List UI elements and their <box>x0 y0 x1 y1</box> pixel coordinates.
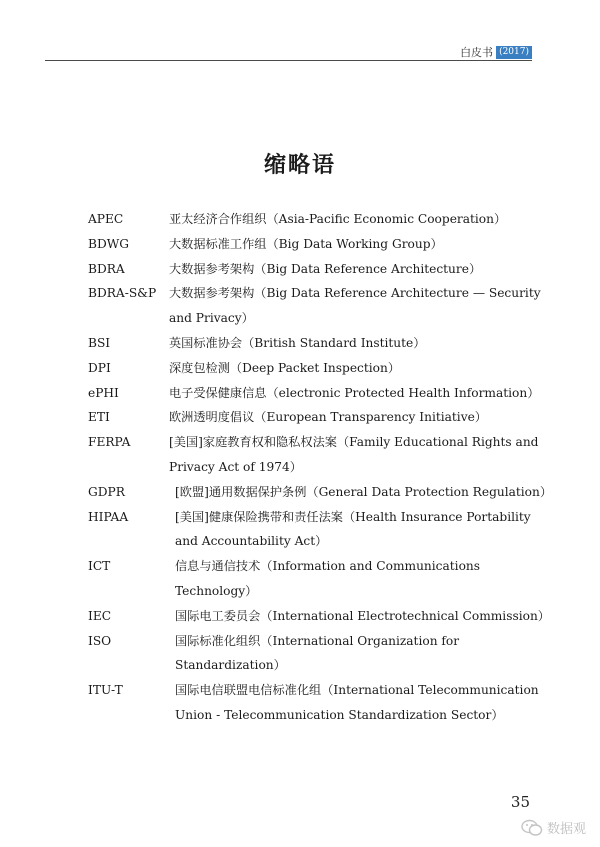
definition: 深度包检测（Deep Packet Inspection） <box>169 360 401 375</box>
definition: 国际标准化组织（International Organization for Standardization） <box>175 633 460 673</box>
abbreviation: ICT <box>88 559 111 574</box>
list-item <box>88 207 548 232</box>
page-title: 缩略语 <box>263 152 336 178</box>
definition: 国际电工委员会（International Electrotechnical Commission） <box>175 608 550 623</box>
abbreviation-list <box>88 207 553 728</box>
list-item <box>88 405 548 430</box>
definition: [美国]健康保险携带和责任法案（Health Insurance Portability and Accountability Act） <box>175 509 531 549</box>
header-rule <box>45 60 532 61</box>
year-badge: (2017) <box>496 46 532 59</box>
list-item <box>88 554 548 604</box>
definition: 大数据标准工作组（Big Data Working Group） <box>169 236 443 251</box>
abbreviation: ITU-T <box>88 683 123 698</box>
list-item <box>88 430 548 480</box>
list-item <box>88 331 548 356</box>
definition: 国际电信联盟电信标准化组（International Telecommunication Union - Telecommunication Standardization Sector） <box>175 683 539 722</box>
list-item <box>88 604 548 629</box>
definition: 大数据参考架构（Big Data Reference Architecture — Security and Privacy） <box>169 286 541 326</box>
abbreviation: IEC <box>88 608 112 623</box>
definition: 信息与通信技术（Information and Communications Technology） <box>175 559 481 598</box>
header-title: 白皮书 <box>460 46 494 59</box>
abbreviation: ePHI <box>88 385 119 400</box>
abbreviation: DPI <box>88 360 111 375</box>
list-item <box>88 232 548 257</box>
list-item <box>88 381 548 406</box>
definition: 电子受保健康信息（electronic Protected Health Information） <box>169 385 540 400</box>
definition: 英国标准协会（British Standard Institute） <box>169 335 426 350</box>
list-item <box>88 480 553 505</box>
abbreviation: BDRA-S&P <box>88 286 157 301</box>
watermark-text: 数据观 <box>546 822 586 837</box>
list-item <box>88 356 548 381</box>
abbreviation: GDPR <box>88 484 125 499</box>
abbreviation: ISO <box>88 633 112 648</box>
list-item <box>88 629 548 679</box>
definition: 欧洲透明度倡议（European Transparency Initiative） <box>169 410 487 425</box>
watermark <box>521 818 586 837</box>
abbreviation: BDWG <box>88 236 129 251</box>
list-item <box>88 678 548 728</box>
abbreviation: BDRA <box>88 261 125 276</box>
page-number: 35 <box>510 793 530 811</box>
definition: [欧盟]通用数据保护条例（General Data Protection Regulation） <box>175 484 553 499</box>
definition: 大数据参考架构（Big Data Reference Architecture） <box>169 261 482 276</box>
definition: [美国]家庭教育权和隐私权法案（Family Educational Rights and Privacy Act of 1974） <box>169 435 539 474</box>
page-header <box>460 44 532 60</box>
list-item <box>88 257 548 282</box>
abbreviation: ETI <box>88 410 110 425</box>
list-item <box>88 505 548 555</box>
list-item <box>88 281 548 331</box>
abbreviation: BSI <box>88 335 111 350</box>
definition: 亚太经济合作组织（Asia-Pacific Economic Cooperation） <box>169 212 507 226</box>
abbreviation: APEC <box>88 212 124 226</box>
abbreviation: HIPAA <box>88 509 129 524</box>
wechat-icon <box>521 819 543 837</box>
abbreviation: FERPA <box>88 435 131 450</box>
